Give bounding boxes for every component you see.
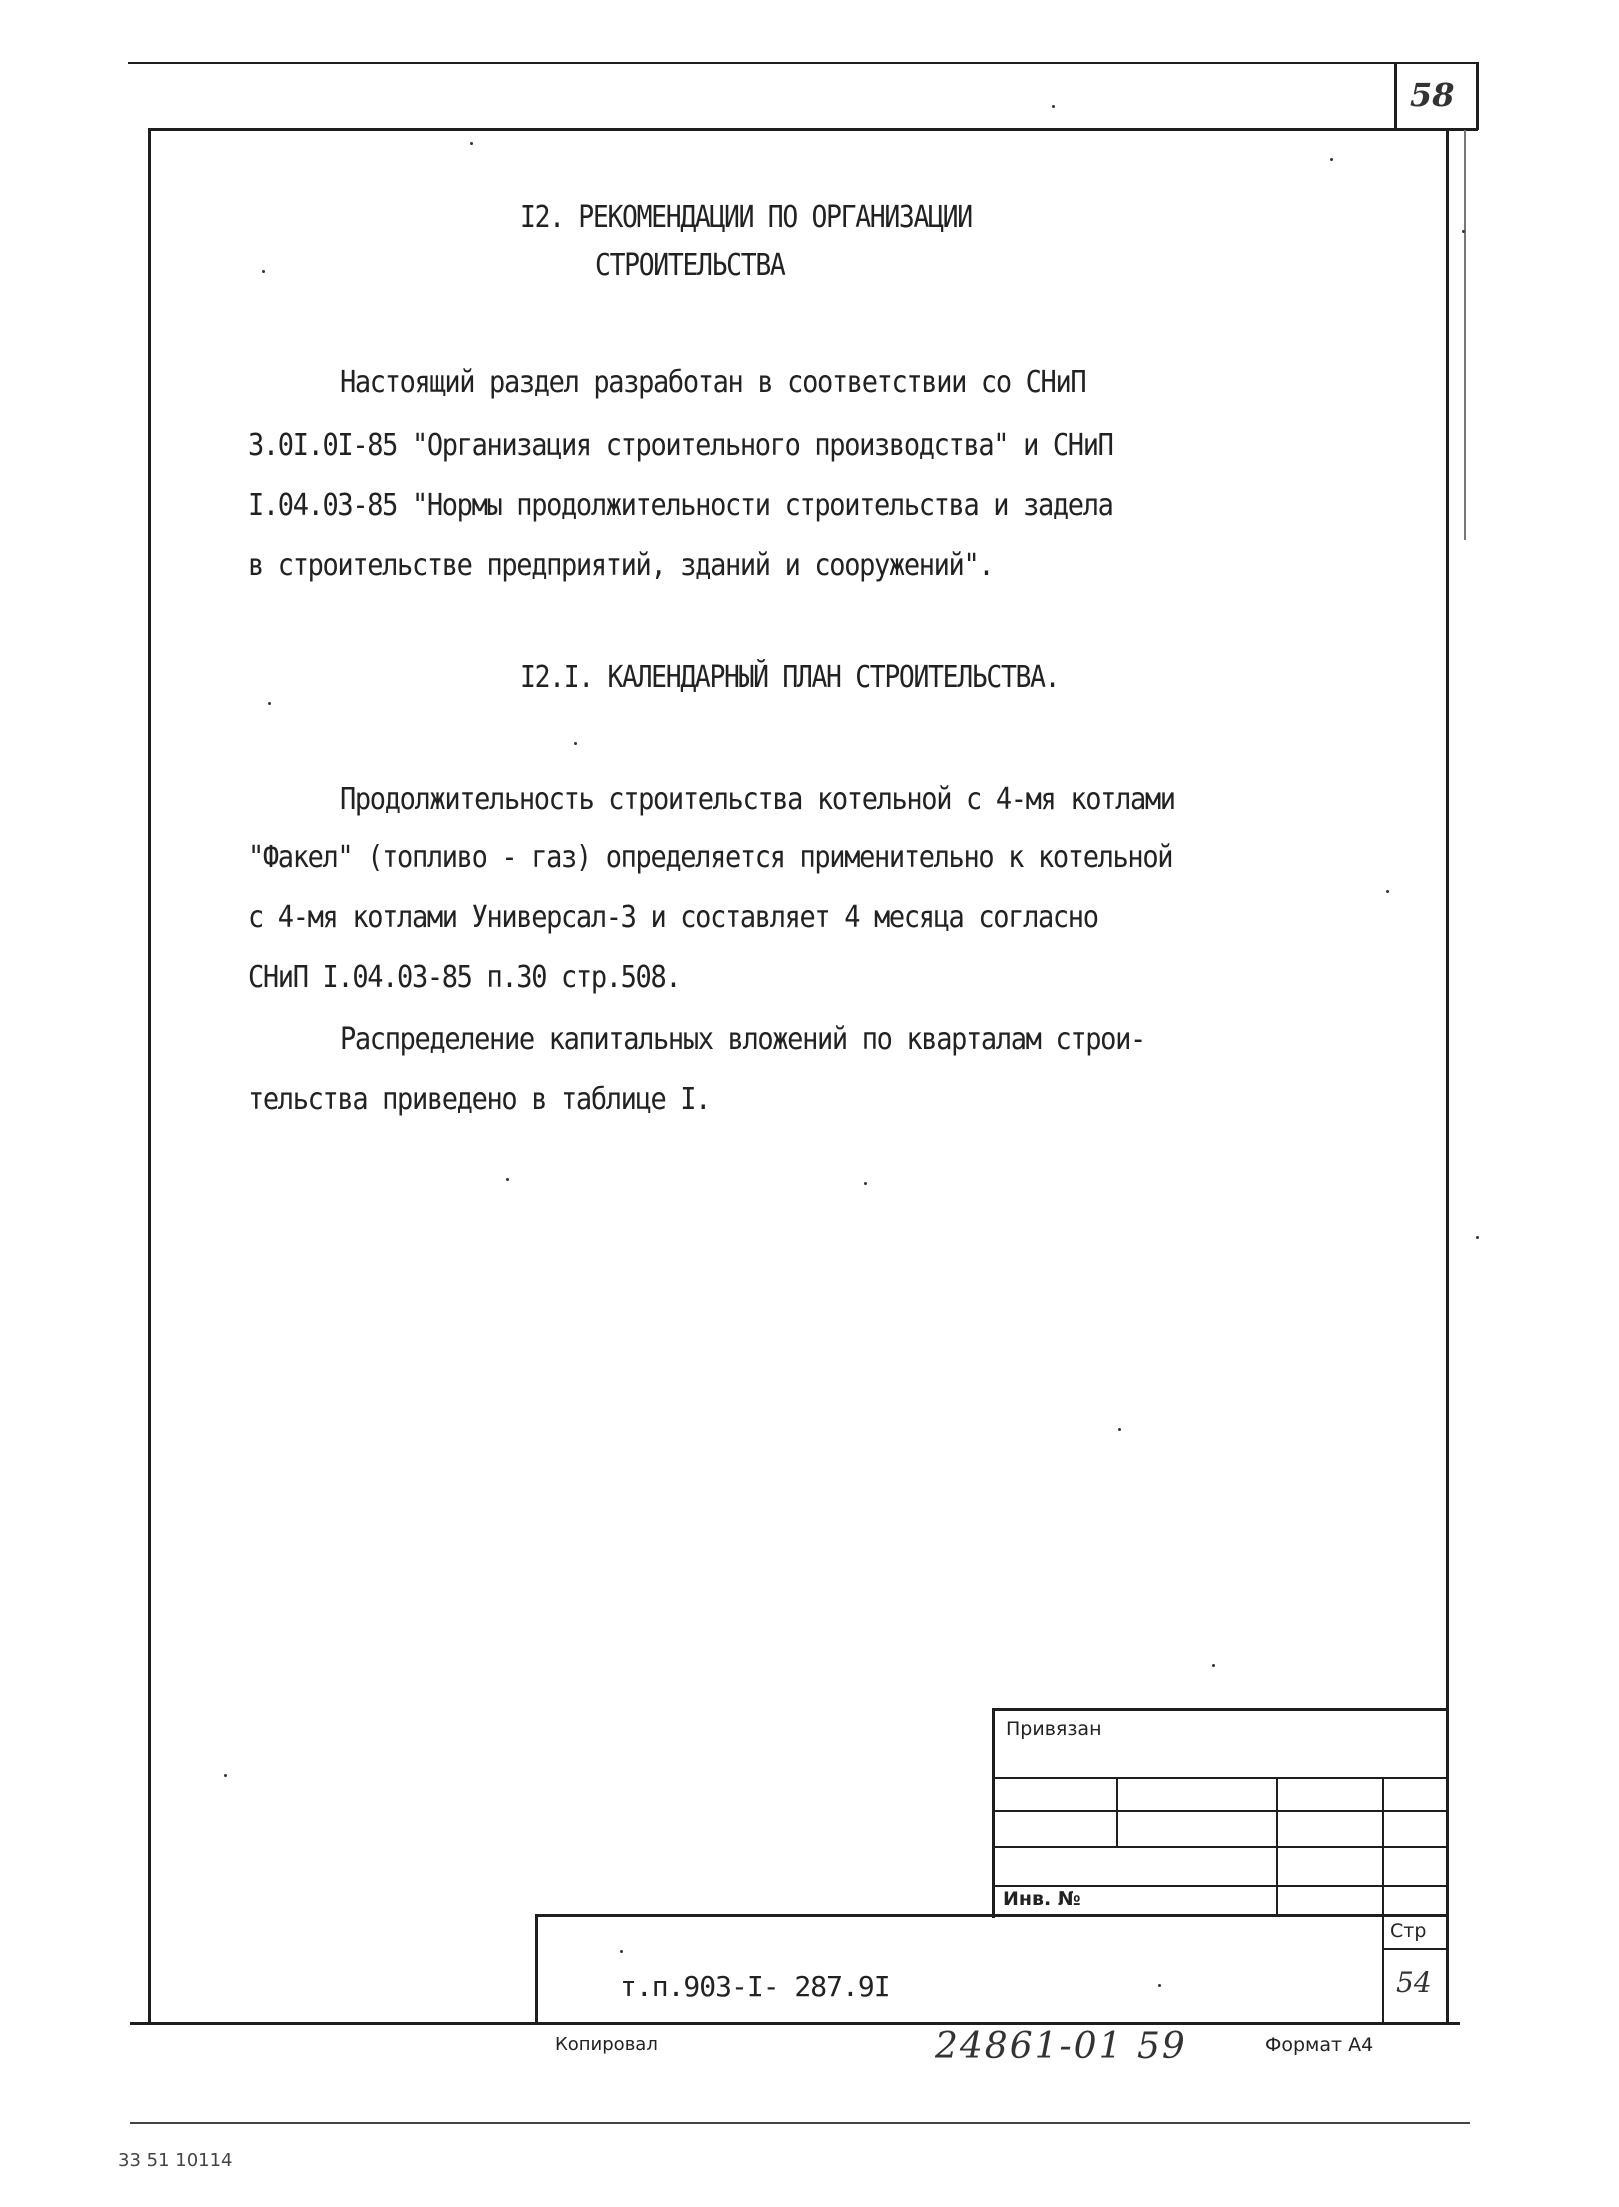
para1-line-4: СНиП I.04.03-85 п.30 стр.508. xyxy=(248,960,681,995)
stamp-col-2 xyxy=(1276,1777,1278,1917)
para2-line-1: Распределение капитальных вложений по кварталам строи- xyxy=(340,1022,1145,1057)
page-value: 54 xyxy=(1396,1966,1432,1999)
copied-label: Копировал xyxy=(555,2034,658,2055)
inv-number-label: Инв. № xyxy=(1003,1888,1081,1910)
stamp-upper-top xyxy=(992,1708,1448,1711)
handwritten-code: 24861-01 59 xyxy=(935,2026,1187,2067)
document-code: т.п.903-I- 287.9I xyxy=(620,1970,890,2003)
page-label: Стр xyxy=(1390,1920,1427,1942)
stamp-col-1 xyxy=(1116,1777,1118,1847)
stamp-row-3 xyxy=(992,1846,1448,1848)
stamp-lower-left xyxy=(535,1914,538,2024)
intro-line-3: I.04.03-85 "Нормы продолжительности строительства и задела xyxy=(248,488,1113,523)
stamp-lower-top xyxy=(535,1914,1448,1917)
stamp-row-2 xyxy=(992,1810,1448,1812)
subsection-heading: I2.I. КАЛЕНДАРНЫЙ ПЛАН СТРОИТЕЛЬСТВА. xyxy=(520,660,1060,695)
stamp-row-4 xyxy=(992,1885,1448,1887)
section-heading-line1: I2. РЕКОМЕНДАЦИИ ПО ОРГАНИЗАЦИИ xyxy=(520,200,972,235)
stamp-page-row xyxy=(1382,1948,1448,1950)
frame-bottom-line xyxy=(130,2022,1460,2025)
intro-line-2: 3.0I.0I-85 "Организация строительного производства" и СНиП xyxy=(248,428,1113,463)
sheet-number-box-left xyxy=(1394,62,1397,128)
frame-right-edge-thin xyxy=(1464,130,1466,540)
sheet-number: 58 xyxy=(1410,76,1455,114)
frame-left-line xyxy=(148,130,151,2023)
section-heading-line2: СТРОИТЕЛЬСТВА xyxy=(595,248,785,283)
para1-line-2: "Факел" (топливо - газ) определяется применительно к котельной xyxy=(248,840,1173,875)
frame-right-line xyxy=(1446,130,1449,2024)
stamp-page-col xyxy=(1382,1914,1384,2024)
para1-line-3: с 4-мя котлами Универсал-3 и составляет 4 месяца согласно xyxy=(248,900,1098,935)
intro-line-4: в строительстве предприятий, зданий и сооружений". xyxy=(248,548,994,583)
privyazan-label: Привязан xyxy=(1006,1718,1102,1740)
top-outer-line xyxy=(128,62,1478,64)
frame-top-line xyxy=(148,128,1478,131)
bottom-rule xyxy=(130,2122,1470,2124)
para1-line-1: Продолжительность строительства котельной с 4-мя котлами xyxy=(340,782,1175,817)
intro-line-1: Настоящий раздел разработан в соответствии со СНиП xyxy=(340,365,1086,400)
sheet-number-box-right xyxy=(1476,62,1479,130)
bottom-archive-code: 33 51 10114 xyxy=(118,2150,233,2171)
stamp-col-3 xyxy=(1382,1777,1384,1917)
format-label: Формат А4 xyxy=(1265,2034,1374,2056)
para2-line-2: тельства приведено в таблице I. xyxy=(248,1082,711,1117)
stamp-row-1 xyxy=(992,1777,1448,1779)
